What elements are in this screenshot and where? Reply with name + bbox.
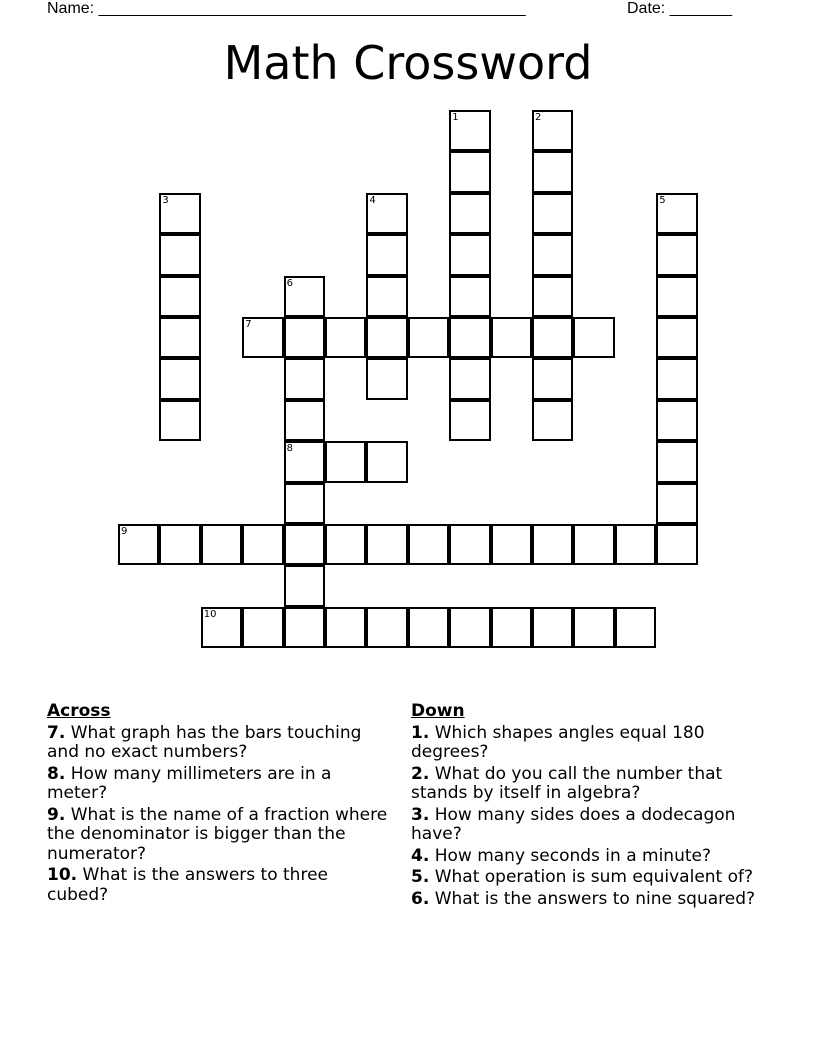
crossword-cell[interactable] — [159, 317, 200, 358]
clue-number: 1. — [411, 722, 430, 743]
across-clue — [47, 806, 392, 865]
crossword-cell[interactable] — [656, 358, 697, 399]
crossword-cell[interactable] — [532, 151, 573, 192]
crossword-cell[interactable] — [656, 193, 697, 234]
clue-number-label: 1 — [452, 112, 459, 123]
clue-number-label: 5 — [659, 194, 666, 206]
crossword-cell[interactable] — [366, 193, 407, 234]
crossword-cell[interactable] — [118, 524, 159, 565]
crossword-cell[interactable] — [532, 400, 573, 441]
crossword-cell[interactable] — [284, 358, 325, 399]
crossword-cell[interactable] — [284, 400, 325, 441]
clue-text: What is the answers to nine squared? — [434, 888, 756, 909]
crossword-cell[interactable] — [656, 483, 697, 524]
clue-text: What operation is sum equivalent of? — [434, 867, 754, 887]
down-clue — [411, 765, 756, 804]
crossword-cell[interactable] — [532, 317, 573, 358]
clue-text: How many millimeters are in a meter? — [47, 763, 332, 803]
across-clue — [47, 765, 392, 804]
crossword-cell[interactable] — [532, 234, 573, 275]
clue-number: 7. — [47, 722, 66, 743]
clue-number: 2. — [411, 763, 430, 784]
clue-number: 3. — [411, 804, 430, 825]
crossword-cell[interactable] — [615, 607, 656, 648]
crossword-cell[interactable] — [532, 110, 573, 151]
crossword-cell[interactable] — [159, 524, 200, 565]
down-clue — [411, 806, 756, 845]
across-clue — [47, 724, 392, 763]
crossword-cell[interactable] — [242, 607, 283, 648]
clue-number-label: 8 — [286, 443, 293, 455]
clue-number-label: 9 — [121, 526, 128, 537]
crossword-cell[interactable] — [284, 607, 325, 648]
crossword-cell[interactable] — [573, 317, 614, 358]
crossword-cell[interactable] — [159, 193, 200, 234]
down-heading: Down — [411, 701, 465, 721]
crossword-cell[interactable] — [159, 358, 200, 399]
crossword-cell[interactable] — [532, 607, 573, 648]
clue-number: 9. — [47, 804, 66, 825]
down-clue — [411, 724, 756, 763]
clue-number: 8. — [47, 763, 66, 784]
crossword-cell[interactable] — [408, 607, 449, 648]
clue-number-label: 4 — [369, 194, 376, 206]
clue-text: How many seconds in a minute? — [434, 845, 712, 866]
crossword-cell[interactable] — [284, 483, 325, 524]
across-clue — [47, 866, 392, 905]
crossword-cell[interactable] — [449, 234, 490, 275]
crossword-cell[interactable] — [284, 317, 325, 358]
crossword-cell[interactable] — [284, 441, 325, 482]
clue-text: How many sides does a dodecagon have? — [411, 804, 736, 844]
crossword-cell[interactable] — [159, 276, 200, 317]
down-clue — [411, 868, 756, 888]
clue-text: Which shapes angles equal 180 degrees? — [411, 722, 705, 762]
crossword-cell[interactable] — [325, 524, 366, 565]
crossword-cell[interactable] — [284, 565, 325, 606]
crossword-cell[interactable] — [449, 193, 490, 234]
crossword-cell[interactable] — [201, 607, 242, 648]
clue-number-label: 2 — [535, 112, 542, 123]
crossword-cell[interactable] — [449, 358, 490, 399]
across-heading: Across — [47, 701, 111, 721]
crossword-cell[interactable] — [284, 524, 325, 565]
across-clues — [47, 702, 392, 907]
crossword-cell[interactable] — [408, 524, 449, 565]
clue-text: What is the answers to three cubed? — [47, 865, 328, 905]
crossword-cell[interactable] — [449, 276, 490, 317]
crossword-cell[interactable] — [491, 524, 532, 565]
crossword-cell[interactable] — [573, 607, 614, 648]
page-title: Math Crossword — [223, 36, 593, 90]
down-clue — [411, 847, 756, 867]
clue-text: What is the name of a fraction where the denominator is bigger than the numerator? — [47, 804, 388, 864]
crossword-cell[interactable] — [366, 317, 407, 358]
clue-number-label: 10 — [203, 608, 217, 620]
down-clue — [411, 890, 756, 910]
crossword-cell[interactable] — [366, 234, 407, 275]
crossword-cell[interactable] — [366, 524, 407, 565]
crossword-cell[interactable] — [656, 234, 697, 275]
clue-text: What graph has the bars touching and no exact numbers? — [47, 722, 362, 762]
crossword-cell[interactable] — [532, 358, 573, 399]
crossword-cell[interactable] — [656, 524, 697, 565]
crossword-cell[interactable] — [366, 358, 407, 399]
clue-text: What do you call the number that stands by itself in algebra? — [411, 763, 723, 803]
crossword-cell[interactable] — [242, 524, 283, 565]
crossword-cell[interactable] — [449, 607, 490, 648]
crossword-cell[interactable] — [615, 524, 656, 565]
crossword-cell[interactable] — [449, 110, 490, 151]
crossword-cell[interactable] — [408, 317, 449, 358]
crossword-cell[interactable] — [573, 524, 614, 565]
clue-number-label: 6 — [286, 277, 293, 289]
clue-number: 5. — [411, 867, 430, 887]
crossword-cell[interactable] — [366, 276, 407, 317]
clue-number-label: 7 — [245, 319, 252, 330]
crossword-cell[interactable] — [159, 400, 200, 441]
clue-number: 4. — [411, 845, 430, 866]
crossword-cell[interactable] — [656, 400, 697, 441]
crossword-cell[interactable] — [449, 400, 490, 441]
crossword-cell[interactable] — [532, 276, 573, 317]
crossword-cell[interactable] — [656, 276, 697, 317]
crossword-cell[interactable] — [449, 524, 490, 565]
clue-number-label: 3 — [162, 194, 169, 206]
name-field[interactable]: Name: ________________________________________________ — [47, 0, 526, 17]
crossword-cell[interactable] — [325, 607, 366, 648]
crossword-cell[interactable] — [449, 151, 490, 192]
crossword-cell[interactable] — [449, 317, 490, 358]
crossword-cell[interactable] — [325, 317, 366, 358]
clue-number: 10. — [47, 865, 78, 885]
date-field[interactable]: Date: _______ — [627, 0, 732, 17]
crossword-cell[interactable] — [532, 524, 573, 565]
crossword-cell[interactable] — [532, 193, 573, 234]
clue-number: 6. — [411, 888, 430, 909]
crossword-cell[interactable] — [325, 441, 366, 482]
crossword-cell[interactable] — [284, 276, 325, 317]
crossword-cell[interactable] — [159, 234, 200, 275]
down-clues — [411, 702, 756, 911]
crossword-cell[interactable] — [201, 524, 242, 565]
crossword-cell[interactable] — [366, 607, 407, 648]
crossword-cell[interactable] — [656, 441, 697, 482]
crossword-cell[interactable] — [491, 317, 532, 358]
crossword-cell[interactable] — [366, 441, 407, 482]
crossword-cell[interactable] — [491, 607, 532, 648]
crossword-cell[interactable] — [656, 317, 697, 358]
crossword-cell[interactable] — [242, 317, 283, 358]
